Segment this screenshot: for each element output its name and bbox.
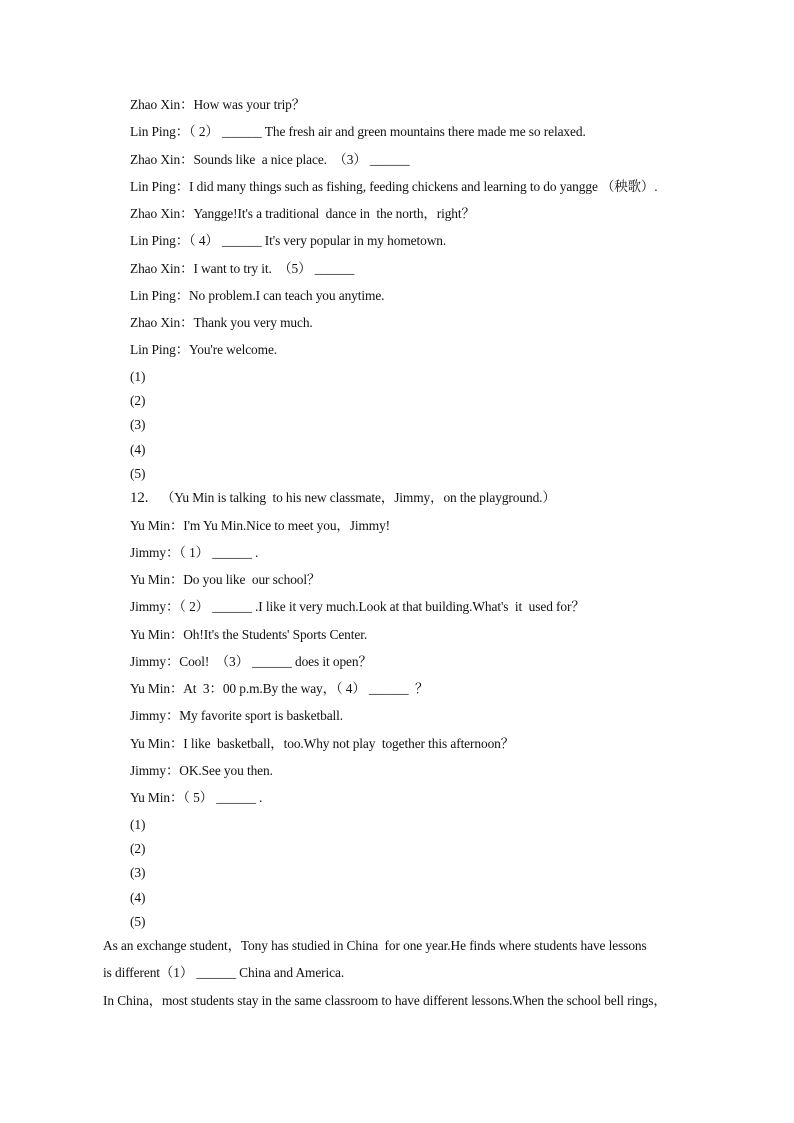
passage-line: As an exchange student，Tony has studied in China for one year.He finds where students have lessons	[103, 938, 647, 953]
dialogue-line: Jimmy：OK.See you then.	[130, 763, 273, 778]
answer-label: (1)	[130, 817, 146, 832]
answer-label: (4)	[130, 890, 146, 905]
answer-label: (5)	[130, 914, 146, 929]
answer-label: (3)	[130, 865, 146, 880]
dialogue-line: Lin Ping：You're welcome.	[130, 342, 278, 357]
dialogue-line: Lin Ping：I did many things such as fishing, feeding chickens and learning to do yangge （秧歌）.	[130, 179, 658, 194]
answer-label: (2)	[130, 393, 146, 408]
passage-line: In China，most students stay in the same classroom to have different lessons.When the school bell rings，	[103, 993, 667, 1008]
dialogue-line: Jimmy：（ 1） ______ .	[130, 545, 259, 560]
answer-label: (3)	[130, 417, 146, 432]
dialogue-line: Zhao Xin：I want to try it. （5） ______	[130, 261, 355, 276]
passage-line: is different（1） ______ China and America.	[103, 965, 345, 980]
dialogue-line: Zhao Xin：Thank you very much.	[130, 315, 313, 330]
dialogue-line: Yu Min：At 3：00 p.m.By the way，（ 4） ______ ？	[130, 681, 429, 696]
dialogue-line: Jimmy：Cool! （3） ______ does it open？	[130, 654, 372, 669]
dialogue-line: Yu Min：（ 5） ______ .	[130, 790, 263, 805]
dialogue-line: Zhao Xin：How was your trip？	[130, 97, 306, 112]
dialogue-line: Jimmy：（ 2） ______ .I like it very much.Look at that building.What's it used for？	[130, 599, 585, 614]
dialogue-line: Jimmy：My favorite sport is basketball.	[130, 708, 344, 723]
answer-label: (4)	[130, 442, 146, 457]
dialogue-line: Yu Min：Oh!It's the Students' Sports Center.	[130, 627, 368, 642]
dialogue-line: Lin Ping：（ 4） ______ It's very popular in my hometown.	[130, 233, 447, 248]
dialogue-line: Yu Min：Do you like our school？	[130, 572, 321, 587]
dialogue-line: Lin Ping：No problem.I can teach you anytime.	[130, 288, 385, 303]
question-intro: （Yu Min is talking to his new classmate，Jimmy，on the playground.）	[161, 490, 556, 505]
dialogue-line: Zhao Xin：Yangge!It's a traditional dance in the north，right？	[130, 206, 475, 221]
question-number: 12.	[130, 490, 149, 506]
answer-label: (2)	[130, 841, 146, 856]
dialogue-line: Yu Min：I'm Yu Min.Nice to meet you，Jimmy!	[130, 518, 391, 533]
dialogue-line: Zhao Xin：Sounds like a nice place. （3） ______	[130, 152, 410, 167]
answer-label: (1)	[130, 369, 146, 384]
answer-label: (5)	[130, 466, 146, 481]
dialogue-line: Yu Min：I like basketball，too.Why not play together this afternoon？	[130, 736, 515, 751]
dialogue-line: Lin Ping：（ 2） ______ The fresh air and green mountains there made me so relaxed.	[130, 124, 586, 139]
